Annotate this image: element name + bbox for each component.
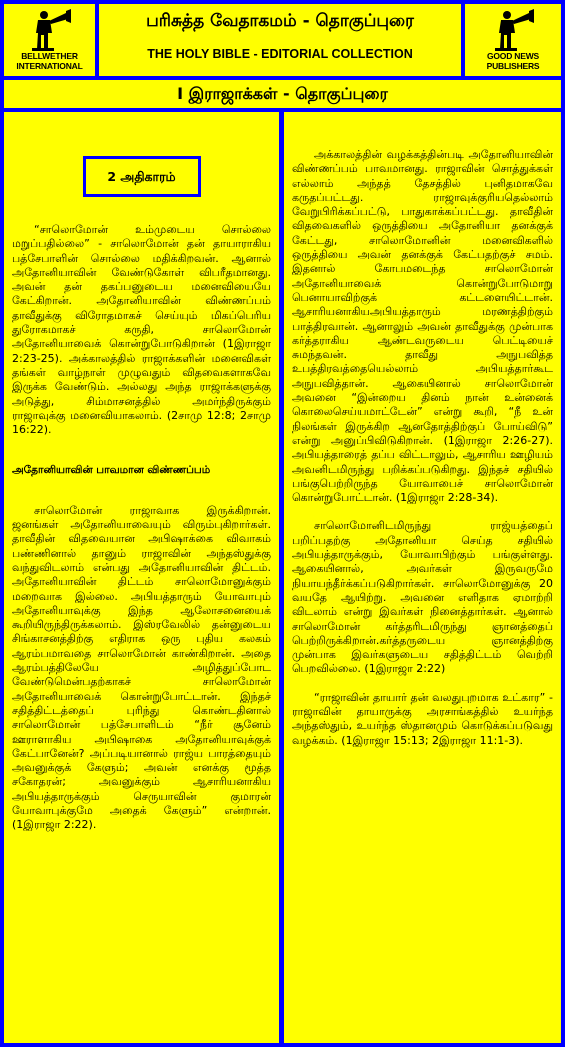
right-column — [284, 112, 561, 1043]
book-title: I இராஜாக்கள் - தொகுப்புரை — [4, 80, 561, 108]
header-title-tamil: பரிசுத்த வேதாகமம் - தொகுப்புரை — [146, 11, 414, 31]
publisher-logo-right — [465, 4, 561, 76]
left-column — [4, 112, 279, 1043]
trumpeter-icon — [28, 9, 72, 51]
right-paragraph-3: “ராஜாவின் தாயார் தன் வலதுபுறமாக உட்கார” - ராஜாவின் தாயாருக்கு அரசாங்கத்தில் உயர்ந்த அந்தஸ்தும், உயர்ந்த ஸ்தானமும் கொடுக்கப்படுவது வழக்கம். (1இராஜா 15:13; 2இராஜா 11:1-3). — [292, 690, 553, 747]
chapter-label: 2 அதிகாரம் — [83, 156, 201, 197]
right-paragraph-2: சாலொமோனிடமிருந்து ராஜ்யத்தைப் பறிப்பதற்கு அதோனியா செய்த சதியில் அபியத்தாருக்கும், யோவாபிற்கும் பங்குள்ளது. ஆகையினால், அவர்கள் இருவருமே நியாயந்தீர்க்கப்படுகிறார்கள். சாலொமோனுக்கு 20 வயதே ஆயிற்று. அவனை எளிதாக ஏமாற்றி விடலாம் என்று இவர்கள் நினைத்தார்கள். ஆனால் சாலொமோன் கர்த்தரிடமிருந்து ஞானத்தைப் பெற்றிருக்கிறான்.கர்த்தருடைய ஞானத்திற்கு முன்பாக இவர்களுடைய சதித்திட்டம் வெற்றி பெறவில்லை. (1இராஜா 2:22) — [292, 519, 553, 676]
right-logo-line1: GOOD NEWS — [486, 51, 540, 61]
left-logo-line1: BELLWETHER — [21, 51, 78, 61]
trumpeter-icon — [491, 9, 535, 51]
publisher-logo-left — [4, 4, 95, 76]
left-logo-line2: INTERNATIONAL — [16, 61, 83, 71]
right-paragraph-1: அக்காலத்தின் வழக்கத்தின்படி அதோனியாவின் விண்ணப்பம் பாவமானது. ராஜாவின் சொத்துக்கள் எல்லாம் அந்தத் தேசத்தில் புனிதமாகவே கருதப்பட்டது. ராஜாவுக்குரியதெல்லாம் வேறுபிரிக்கப்பட்டு, பாதுகாக்கப்பட்டது. தாவீதின் விதவைகளில் ஒருத்தியை அதோனியா தனக்குக் கேட்டது, சாலொமோனின் மனைவிகளில் ஒருத்தியை அவன் தனக்குக் கேட்பதற்குச் சமம். இதனால் கோபமடைந்த சாலொமோன் அதோனியாவைக் கொன்றுபோடுமாறு பெனாயாவிற்குக் கட்டளையிட்டான். ஆசாரியனாகியஅபியத்தாரும் மரணத்திற்கும் பாத்திரவான். ஆனாலும் அவன் தாவீதுக்கு முன்பாக கர்த்தராகிய ஆண்டவருடைய பெட்டியைச் சுமந்தவன். தாவீது அநுபவித்த உபத்திரவத்தையெல்லாம் அபியத்தார்கூட அநுபவித்தான். ஆகையினால் சாலொமோன் அவனை “இன்றைய தினம் நான் உன்னைக் கொலைசெய்யமாட்டேன்” என்று கூறி, “நீ உன் நிலங்கள் இருக்கிற ஆனதோத்திற்குப் போய்விடு” என்று அனுப்பிவிடுகிறான். (1இராஜா 2:26-27). அபியத்தாரைத் தப்ப விட்டாலும், ஆசாரிய ஊழியம் அவனிடமிருந்து பறிக்கப்படுகிறது. இந்தச் சதியில் பங்குபெற்றிருந்த யோவாபைச் சாலொமோன் கொன்றுபோட்டான். (1இராஜா 2:28-34). — [292, 148, 553, 505]
left-paragraph-2: சாலொமோன் ராஜாவாக இருக்கிறான். ஜனங்கள் அதோனியாவையும் விரும்புகிறார்கள். தாவீதின் விதவையான அபிஷாக்கை விவாகம் பண்ணினால் தானும் ராஜாவின் அந்தஸ்துக்கு வந்துவிடலாம் என்பது அதோனியாவின் திட்டம். அதோனியாவின் திட்டம் சாலொமோனுக்கும் மறைவாக இல்லை. அபியத்தாரும் யோவாபும் அதோனியாவுக்கு இந்த ஆலோசனையைக் கூறியிருந்திருக்கலாம். இஸ்ரவேலில் தன்னுடைய சிங்காசனத்திற்கு எதிராக ஒரு புதிய கலகம் ஆரம்பமாவதை சாலொமோன் காண்கிறான். அதை ஆரம்பத்திலேயே அழித்துப்போட வேண்டுமென்பதற்காகச் சாலொமோன் அதோனியாவைக் கொன்றுபோட்டான். இந்தச் சதித்திட்டத்தைப் புரிந்து கொண்டதினால் சாலொமோன் பத்சேபாளிடம் “நீர் சூனேம் ஊராளாகிய அபிஷாகை அதோனியாவுக்குக் கேட்பானேன்? அப்படியானால் ராஜ்ய பாரத்தையும் அவனுக்குக் கேளும்; அவன் எனக்கு மூத்த சகோதரன்; அவனுக்கும் ஆசாரியனாகிய அபியத்தாருக்கும் செருயாவின் குமாரன் யோவாபுக்குமே அதைக் கேளும்” என்றான். (1இராஜா 2:22). — [12, 503, 271, 832]
header-title-english: THE HOLY BIBLE - EDITORIAL COLLECTION — [147, 47, 413, 61]
header-title-panel — [99, 4, 461, 76]
section-subheading: அதோனியாவின் பாவமான விண்ணப்பம் — [12, 464, 211, 477]
right-logo-line2: PUBLISHERS — [486, 61, 540, 71]
left-paragraph-1: “சாலொமோன் உம்முடைய சொல்லை மறுப்பதில்லை” - சாலொமோன் தன் தாயாராகிய பத்சேபாளின் சொல்லை மதிக்கிறவன். ஆனால் அதோனியாவின் வேண்டுகோள் விபரீதமானது. அவன் தன் தகப்பனுடைய மனைவியையே கேட்கிறான். அதோனியாவின் விண்ணப்பம் தாவீதுக்கு விரோதமாகச் செய்யும் மிகப்பெரிய துரோகமாகச் கருதி, சாலொமோன் அதோனியாவைக் கொன்றுபோடுகிறான் (1இராஜா 2:23-25). அக்காலத்தில் ராஜாக்களின் மனைவிகள் தங்கள் வாழ்நாள் முழுவதும் விதவைகளாகவே இருக்க வேண்டும். அல்லது அந்த ராஜாக்களுக்கு அடுத்து, சிம்மாசனத்தில் அமர்ந்திருக்கும் ராஜாவுக்கு மனைவியாகலாம். (2சாமு 12:8; 2சாமு 16:22). — [12, 223, 271, 437]
